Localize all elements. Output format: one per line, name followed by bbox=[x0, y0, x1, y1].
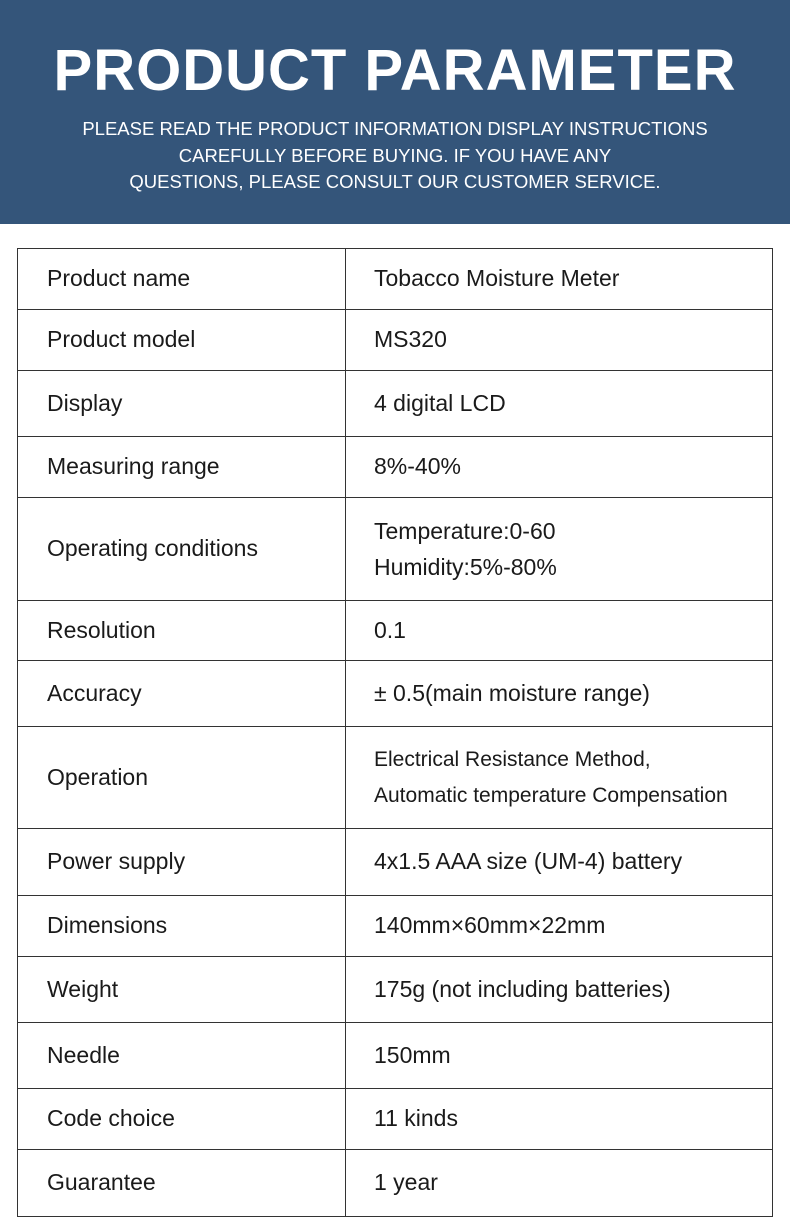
spec-label: Measuring range bbox=[18, 437, 346, 498]
spec-label: Accuracy bbox=[18, 661, 346, 727]
spec-value: 175g (not including batteries) bbox=[346, 957, 773, 1023]
spec-label: Resolution bbox=[18, 601, 346, 661]
spec-row-operating-conditions bbox=[18, 498, 773, 601]
spec-value: 140mm×60mm×22mm bbox=[346, 896, 773, 957]
instruction-line: PLEASE READ THE PRODUCT INFORMATION DISPLAY INSTRUCTIONS bbox=[82, 118, 708, 139]
spec-value: 150mm bbox=[346, 1023, 773, 1089]
spec-label: Product model bbox=[18, 310, 346, 371]
instruction-line: QUESTIONS, PLEASE CONSULT OUR CUSTOMER SERVICE. bbox=[129, 171, 661, 192]
spec-value: 8%-40% bbox=[346, 437, 773, 498]
spec-table bbox=[17, 248, 773, 1217]
spec-row-measuring-range bbox=[18, 437, 773, 498]
spec-row-display bbox=[18, 371, 773, 437]
instruction-line: CAREFULLY BEFORE BUYING. IF YOU HAVE ANY bbox=[178, 144, 612, 166]
spec-value: MS320 bbox=[346, 310, 773, 371]
spec-value: 11 kinds bbox=[346, 1089, 773, 1150]
spec-value-line: Automatic temperature Compensation bbox=[374, 783, 728, 807]
spec-value bbox=[346, 727, 773, 829]
spec-value: Tobacco Moisture Meter bbox=[346, 249, 773, 310]
spec-label: Power supply bbox=[18, 829, 346, 896]
spec-row-resolution bbox=[18, 601, 773, 661]
spec-row-power-supply bbox=[18, 829, 773, 896]
spec-row-code-choice bbox=[18, 1089, 773, 1150]
spec-label: Guarantee bbox=[18, 1150, 346, 1217]
spec-label: Code choice bbox=[18, 1089, 346, 1150]
spec-value: 0.1 bbox=[346, 601, 773, 661]
spec-row-needle bbox=[18, 1023, 773, 1089]
spec-row-accuracy bbox=[18, 661, 773, 727]
spec-label: Needle bbox=[18, 1023, 346, 1089]
spec-row-weight bbox=[18, 957, 773, 1023]
spec-value: 1 year bbox=[346, 1150, 773, 1217]
spec-row-guarantee bbox=[18, 1150, 773, 1217]
spec-row-dimensions bbox=[18, 896, 773, 957]
spec-label: Operating conditions bbox=[18, 498, 346, 601]
spec-value-line: Humidity:5%-80% bbox=[374, 554, 557, 580]
header-banner bbox=[0, 0, 790, 224]
spec-row-product-name bbox=[18, 249, 773, 310]
spec-label: Product name bbox=[18, 249, 346, 310]
spec-row-operation bbox=[18, 727, 773, 829]
spec-label: Operation bbox=[18, 727, 346, 829]
spec-value: 4x1.5 AAA size (UM-4) battery bbox=[346, 829, 773, 896]
spec-value-line: Electrical Resistance Method, bbox=[374, 747, 651, 771]
spec-value: 4 digital LCD bbox=[346, 371, 773, 437]
spec-label: Display bbox=[18, 371, 346, 437]
spec-row-product-model bbox=[18, 310, 773, 371]
spec-value bbox=[346, 498, 773, 601]
header-instructions bbox=[40, 116, 750, 196]
spec-value-line: Temperature:0-60 bbox=[374, 518, 556, 544]
spec-value: ± 0.5(main moisture range) bbox=[346, 661, 773, 727]
page-title: PRODUCT PARAMETER bbox=[53, 38, 737, 103]
spec-label: Weight bbox=[18, 957, 346, 1023]
spec-label: Dimensions bbox=[18, 896, 346, 957]
